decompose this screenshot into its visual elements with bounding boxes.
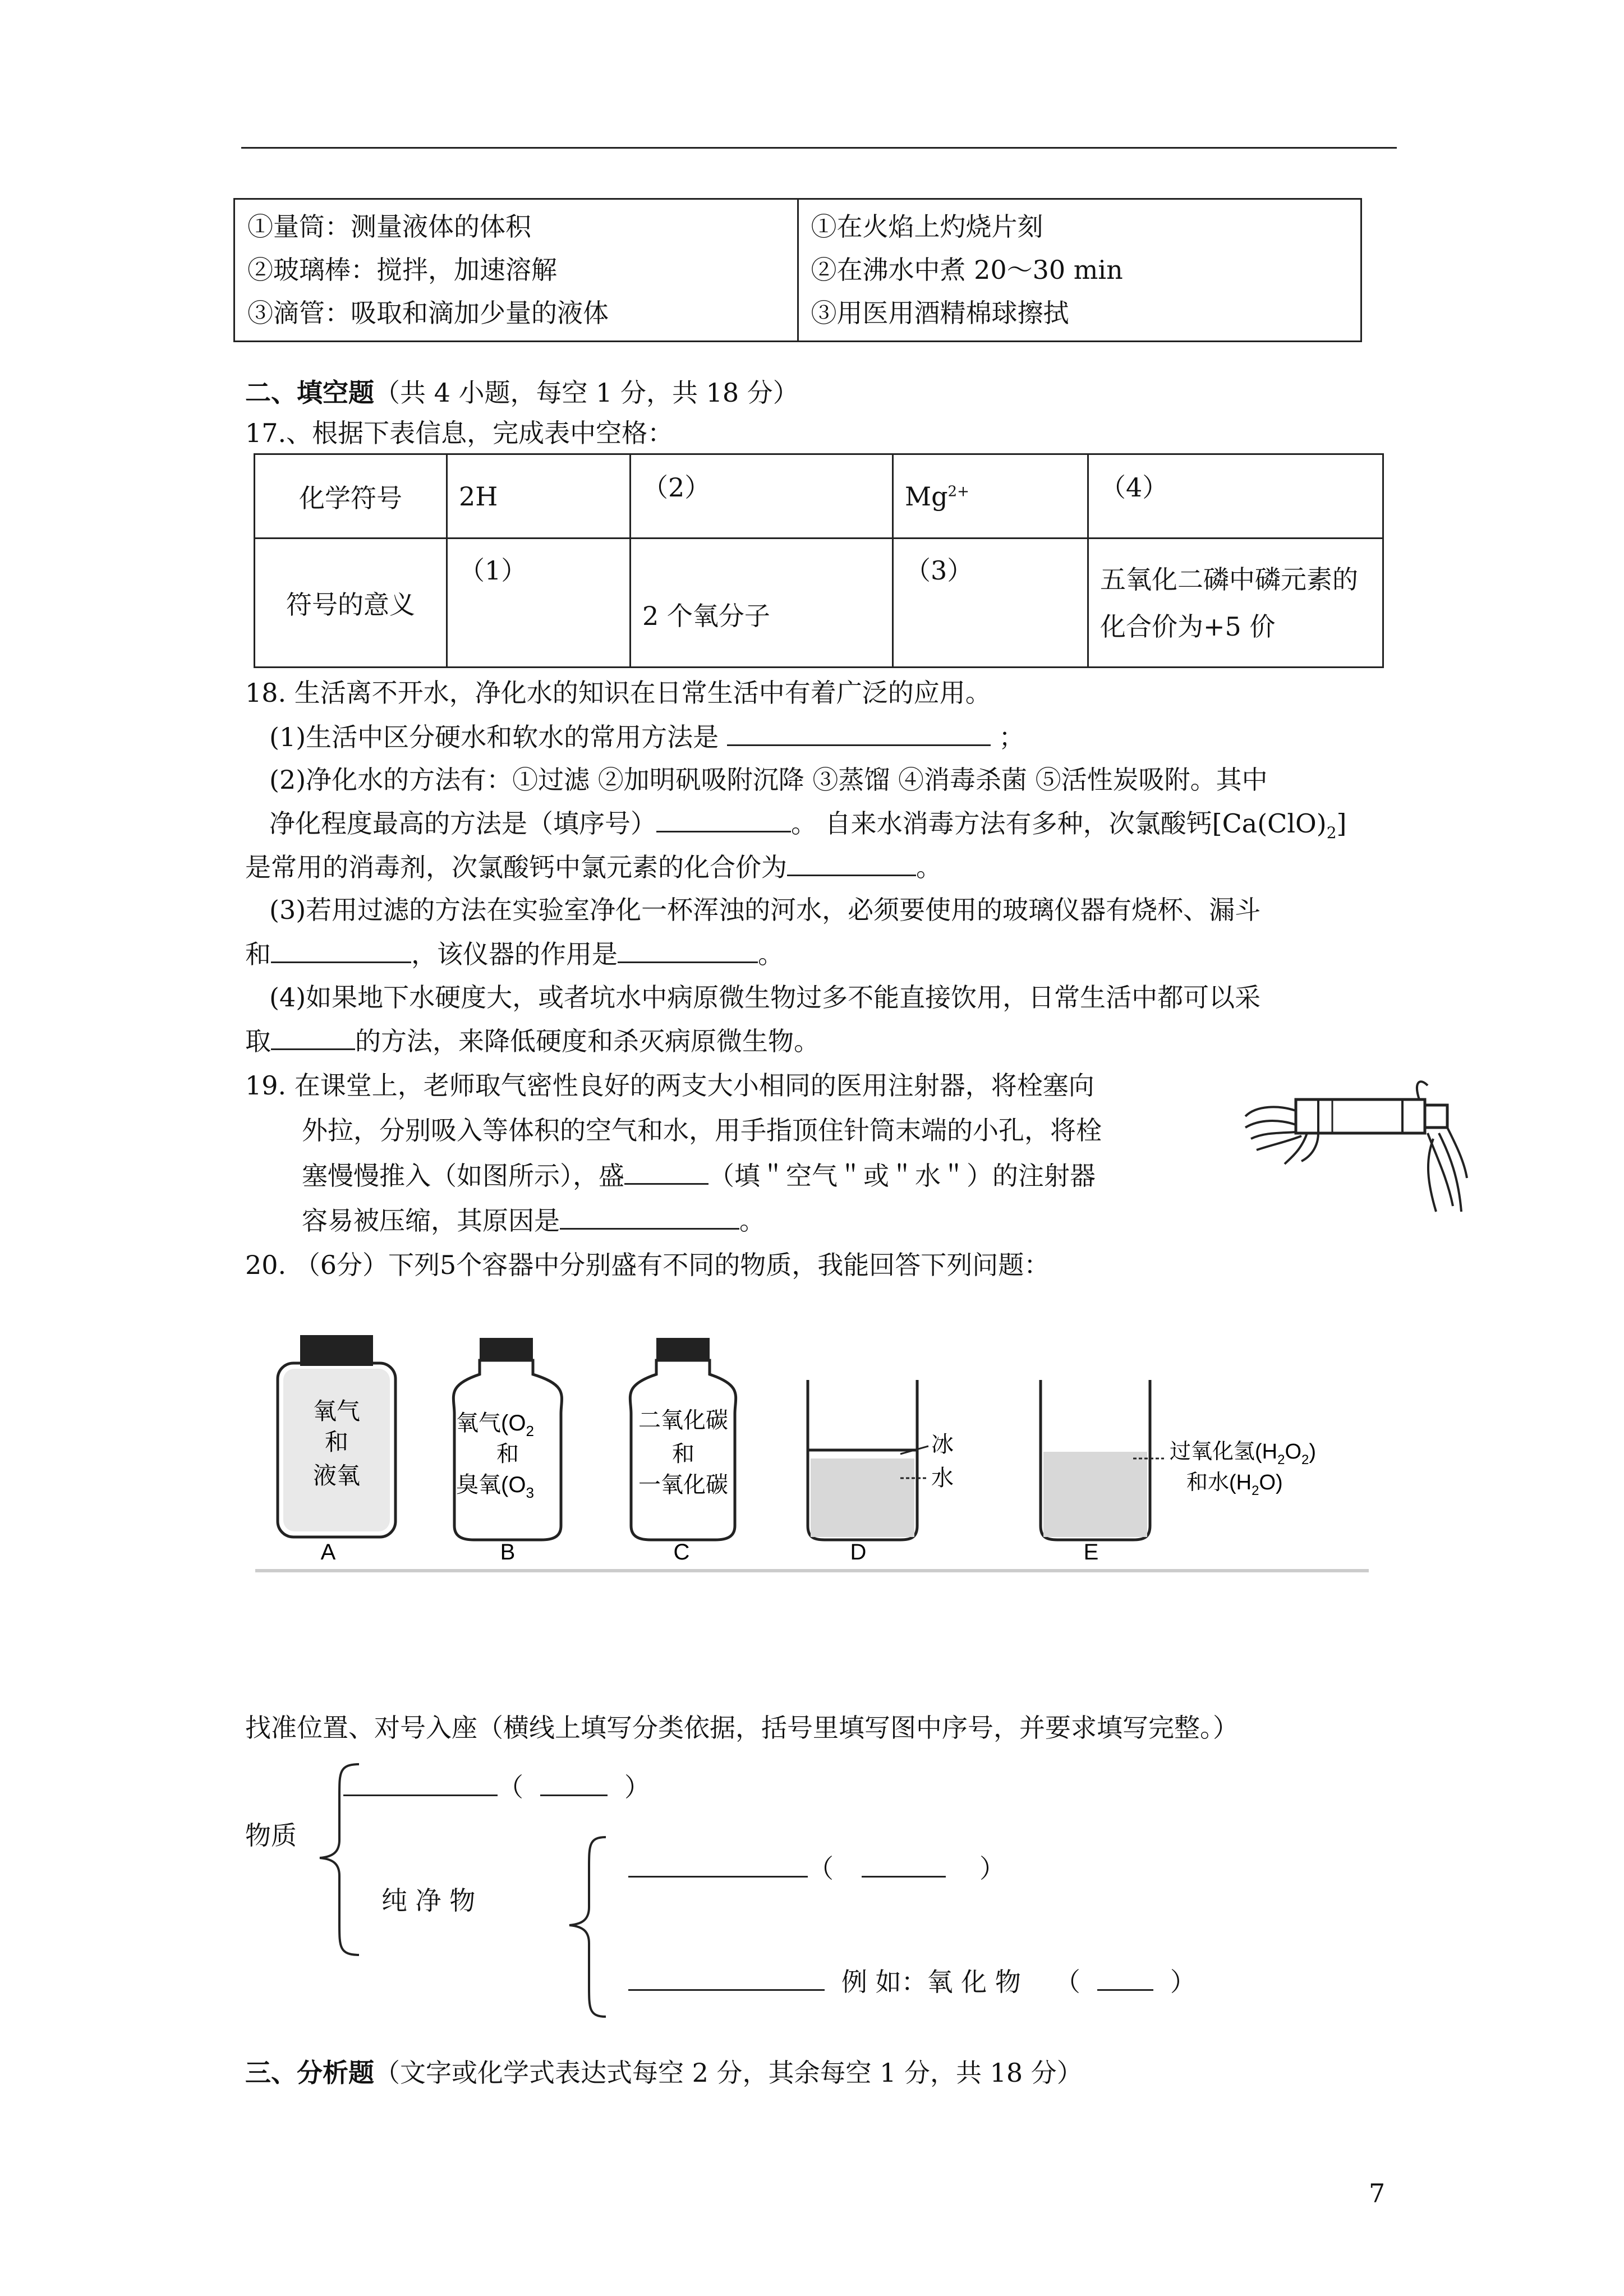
answer-blank[interactable] (618, 937, 758, 963)
container-b-text-2: 和 (496, 1442, 519, 1466)
container-e-text-1: 过氧化氢$(H_2O_2)$ (1170, 1440, 1317, 1467)
answer-blank[interactable] (1097, 1964, 1153, 1991)
container-e-label: E (1083, 1540, 1099, 1565)
container-c-lid (656, 1338, 710, 1360)
q19-line4: 容易被压缩，其原因是 。 (302, 1203, 765, 1237)
answer-blank[interactable] (862, 1851, 946, 1878)
container-a-text-3: 液氧 (312, 1462, 361, 1489)
cell-blank-2: （2） (631, 454, 893, 539)
q18-part2: (2)净化水的方法有：①过滤 ②加明矾吸附沉降 ③蒸馏 ④消毒杀菌 ⑤活性炭吸附。其中 (269, 765, 1268, 795)
cell-mg: $Mg^{2+}$ (893, 454, 1088, 539)
instrument-table (233, 198, 1362, 342)
answer-blank[interactable] (727, 720, 991, 746)
syringe-hand-illustration (1234, 1066, 1470, 1234)
q18-part2-cont: 净化程度最高的方法是（填序号） 。 自来水消毒方法有多种，次氯酸钙$[Ca(ClO)_2]$ (269, 806, 1346, 850)
container-b-lid (480, 1338, 533, 1360)
answer-blank[interactable] (787, 850, 916, 876)
q20-stem: 20. （6分）下列5个容器中分别盛有不同的物质，我能回答下列问题： (245, 1250, 1050, 1280)
q18-part3-cont: 和 ，该仪器的作用是 。 (245, 937, 784, 971)
container-c-label: C (673, 1540, 690, 1565)
container-c-text-3: 一氧化碳 (638, 1473, 728, 1497)
container-a-lid (300, 1335, 373, 1366)
section-2-heading: 二、填空题（共 4 小题，每空 1 分，共 18 分） (245, 378, 799, 408)
container-d-label: D (850, 1540, 867, 1565)
container-e-text-2: 和水$(H_2O)$ (1186, 1471, 1283, 1498)
tree-brace-2 (561, 1834, 611, 2019)
container-b-text-1: 氧气($O_2$ (456, 1411, 534, 1439)
answer-blank[interactable] (628, 1964, 825, 1991)
cell-2h: 2H (447, 454, 631, 539)
tree-branch-mixture: （ ） (343, 1770, 650, 1804)
q18-part4: (4)如果地下水硬度大，或者坑水中病原微生物过多不能直接饮用，日常生活中都可以采 (269, 982, 1261, 1013)
q18-part4-cont: 取 的方法，来降低硬度和杀灭病原微生物。 (245, 1024, 820, 1058)
container-a-text-1: 氧气 (312, 1398, 361, 1424)
container-c-text-2: 和 (672, 1442, 694, 1466)
cell-blank-4: （4） (1088, 454, 1383, 539)
section-3-heading: 三、分析题（文字或化学式表达式每空 2 分，其余每空 1 分，共 18 分） (245, 2058, 1083, 2088)
q20-instruction: 找准位置、对号入座（横线上填写分类依据，括号里填写图中序号，并要求填写完整。） (245, 1713, 1239, 1743)
q19-line2: 外拉，分别吸入等体积的空气和水，用手指顶住针筒末端的小孔，将栓 (302, 1115, 1102, 1145)
cell-blank-3: （3） (893, 539, 1088, 668)
answer-blank[interactable] (343, 1770, 498, 1796)
cell-2o2: 2 个氧分子 (631, 539, 893, 668)
cell-p2o5-meaning: 五氧化二磷中磷元素的 化合价为+5 价 (1088, 539, 1383, 668)
q17-stem: 17.、根据下表信息，完成表中空格： (245, 418, 674, 448)
q18-part2-cont2: 是常用的消毒剂，次氯酸钙中氯元素的化合价为 。 (245, 850, 942, 884)
symbol-table (254, 453, 1384, 668)
containers-figure (255, 1324, 1369, 1576)
answer-blank[interactable] (540, 1770, 608, 1796)
page-number: 7 (1369, 2178, 1386, 2208)
q18-stem: 18. 生活离不开水，净化水的知识在日常生活中有着广泛的应用。 (245, 678, 991, 708)
container-d-text-1: 冰 (931, 1432, 954, 1457)
meaning-header: 符号的意义 (255, 539, 447, 668)
q18-part1: (1)生活中区分硬水和软水的常用方法是 ； (269, 720, 1024, 754)
cell-blank-1: （1） (447, 539, 631, 668)
answer-blank[interactable] (271, 1024, 355, 1050)
tree-branch-element: （ ） (628, 1851, 1005, 1885)
header-rule (241, 147, 1397, 149)
q19-line1: 19. 在课堂上，老师取气密性良好的两支大小相同的医用注射器，将栓塞向 (245, 1070, 1094, 1101)
tree-branch-compound: 例 如：氧 化 物 （ ） (628, 1964, 1196, 1999)
container-a-text-2: 和 (324, 1429, 349, 1455)
tree-pure-label: 纯 净 物 (381, 1885, 476, 1916)
tree-root-label: 物质 (245, 1820, 297, 1851)
container-a-label: A (320, 1540, 336, 1565)
answer-blank[interactable] (628, 1851, 808, 1878)
container-b-label: B (500, 1540, 516, 1565)
disinfection-methods-cell: ①在火焰上灼烧片刻 ②在沸水中煮 20～30 min ③用医用酒精棉球擦拭 (798, 199, 1361, 342)
container-d-text-2: 水 (931, 1466, 954, 1490)
answer-blank[interactable] (656, 806, 791, 832)
instrument-uses-cell: ①量筒：测量液体的体积 ②玻璃棒：搅拌，加速溶解 ③滴管：吸取和滴加少量的液体 (234, 199, 798, 342)
answer-blank[interactable] (560, 1203, 739, 1230)
answer-blank[interactable] (624, 1158, 709, 1185)
container-b-text-3: 臭氧($O_3$ (456, 1473, 534, 1501)
q18-part3: (3)若用过滤的方法在实验室净化一杯浑浊的河水，必须要使用的玻璃仪器有烧杯、漏斗 (269, 895, 1261, 925)
symbol-header: 化学符号 (255, 454, 447, 539)
container-c-text-1: 二氧化碳 (638, 1408, 728, 1433)
q19-line3: 塞慢慢推入（如图所示），盛 （填＂空气＂或＂水＂）的注射器 (302, 1158, 1096, 1193)
answer-blank[interactable] (271, 937, 411, 963)
